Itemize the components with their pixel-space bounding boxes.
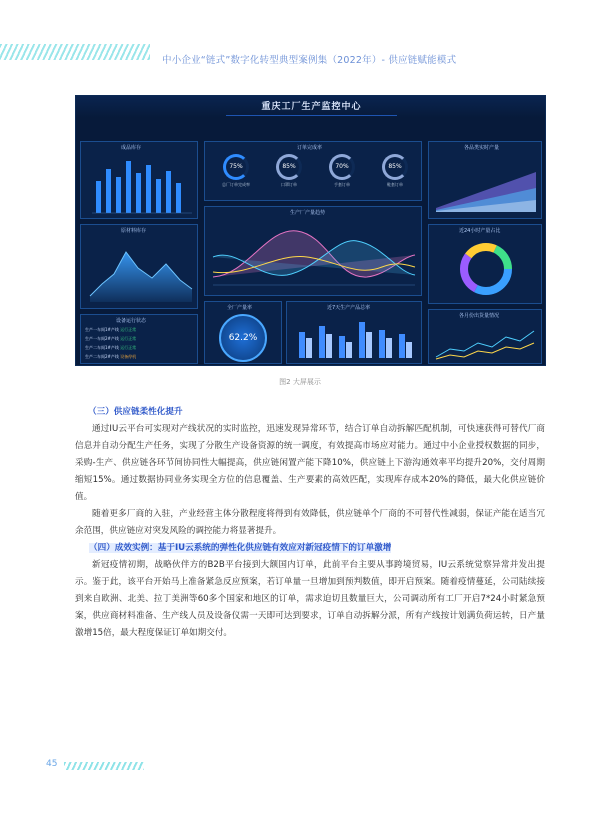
inventory-title: 成品库存 (121, 145, 142, 151)
month-line-chart (430, 321, 542, 363)
weekly-bar-chart (289, 312, 421, 362)
order-gauge: 75% 总厂订单完成率 (213, 154, 259, 188)
equipment-table (85, 325, 195, 361)
trend-title: 生产厂产量趋势 (290, 210, 326, 216)
share-panel (428, 224, 542, 304)
month-panel (428, 309, 542, 364)
orders-panel (204, 141, 422, 201)
figure-caption: 图2 大屏展示 (279, 378, 321, 386)
orders-title: 订单完成率 (297, 145, 323, 151)
share-donut-chart (430, 235, 542, 303)
page-header (0, 0, 600, 75)
dashboard-image (75, 95, 546, 366)
inventory-panel (80, 141, 198, 219)
materials-panel (80, 224, 198, 309)
page-number: 45 (46, 759, 58, 769)
section3-paragraph-1: 通过IU云平台可实现对产线状况的实时监控，迅速发现异常环节，结合订单自动拆解匹配机制，可快速获得可替代厂商信息并自动分配生产任务，实现了分散生产设备资源的统一调度，有效提高市场应对能力。通过中小企业授权数据的同步，采购-生产、供应链各环节间协同性大幅提高，供应链闲置产能下降10%，供应链上下游沟通效率平均提升20%，交付周期缩短15%。通过数据协同业务实现全方位的信息覆盖、生产要素的高效匹配，实现库存成本20%的降低，最大化供应链价值。 (75, 424, 545, 502)
section3-paragraph-2: 随着更多厂商的入驻，产业经营主体分散程度将得到有效降低，供应链单个厂商的不可替代性减弱，保证产能在适当冗余范围，供应链应对突发风险的调控能力将显著提升。 (75, 509, 545, 536)
materials-area-chart (82, 234, 198, 309)
equipment-title: 设备运行状态 (116, 318, 147, 324)
equipment-row: 生产一车间2#产线 运行正常 (85, 336, 137, 341)
share-title: 近24小时产量占比 (459, 228, 501, 234)
order-gauge: 70% 手套订单 (319, 154, 365, 188)
gauge-row (213, 154, 418, 188)
equipment-row: 生产二车间1#产线 运行正常 (85, 345, 137, 350)
ratio-title: 全厂产量率 (227, 305, 253, 311)
footer-stripe-decoration (64, 762, 144, 770)
dashboard-title: 重庆工厂生产监控中心 (76, 96, 546, 118)
trend-line-chart (207, 217, 421, 295)
trend-panel (204, 206, 422, 296)
output-panel (428, 141, 542, 219)
equipment-row: 生产二车间2#产线 设备停机 (85, 354, 137, 359)
section4-paragraph-1: 新冠疫情初期，战略伙伴方的B2B平台接到大额国内订单，此前平台主要从事跨境贸易，IU云系统觉察异常并发出提示。鉴于此，该平台开始马上准备紧急反应预案，若订单量一旦增加到预判数值，即开启预案。随着疫情蔓延，公司陆续接到来自欧洲、北美、拉丁美洲等60多个国家和地区的订单，需求迫切且数量巨大，公司调动所有工厂开启7*24小时紧急预案，供应商材料准备、生产线人员及设备仪需一天即可达到要求，订单自动拆解分派，所有产线按计划满负荷运转，日产量激增15倍，最大程度保证订单如期交付。 (75, 560, 545, 638)
order-gauge: 85% 口罩订单 (266, 154, 312, 188)
section3-heading: （三）供应链柔性化提升 (88, 407, 183, 417)
equipment-row: 生产一车间1#产线 运行正常 (85, 327, 137, 332)
weekly-panel (286, 301, 422, 364)
equipment-panel (80, 314, 198, 364)
header-stripe-decoration (0, 44, 150, 60)
materials-title: 原材料库存 (121, 228, 147, 234)
inventory-bar-chart (82, 151, 198, 219)
ratio-panel (204, 301, 282, 364)
output-area-chart (430, 152, 542, 218)
output-title: 各品类实时产量 (464, 145, 500, 151)
month-title: 各月份出货量情况 (459, 313, 500, 319)
section4-heading: （四）成效实例：基于IU云系统的弹性化供应链有效应对新冠疫情下的订单激增 (89, 543, 392, 553)
weekly-title: 近7天生产产品总率 (327, 305, 371, 311)
header-title: 中小企业“链式”数字化转型典型案例集（2022年）- 供应链赋能模式 (162, 55, 457, 66)
ratio-gauge: 62.2% (219, 314, 267, 362)
order-gauge: 85% 鞋套订单 (372, 154, 418, 188)
